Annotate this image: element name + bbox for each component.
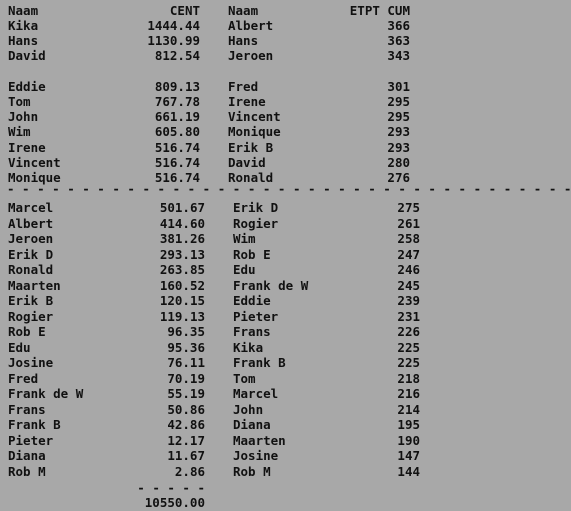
top_right-value: 280 xyxy=(387,154,410,170)
bottom_right-name: John xyxy=(233,401,264,417)
bottom_left-name: Jeroen xyxy=(8,231,54,246)
bottom_left-name: Maarten xyxy=(8,277,61,293)
bottom_right-name: Eddie xyxy=(233,293,271,308)
bottom_right-name: Rob M xyxy=(233,463,271,479)
bottom_right-value: 195 xyxy=(397,417,420,432)
header-left-name: Naam xyxy=(8,3,39,18)
bottom_left-name: Albert xyxy=(8,215,54,231)
bottom_left-name: Erik B xyxy=(8,293,54,308)
bottom_left-value: 76.11 xyxy=(167,355,205,370)
top_left-name: Tom xyxy=(8,94,31,109)
header-left-value: CENT xyxy=(169,3,200,18)
top_right-name: Erik B xyxy=(228,139,274,155)
bottom_right-name: Rogier xyxy=(233,215,279,231)
top_right-name: Jeroen xyxy=(228,48,274,64)
top_right-name: Fred xyxy=(228,78,259,94)
bottom_left-name: Rob M xyxy=(8,463,46,479)
top_right-name xyxy=(228,64,333,79)
top_left-value: 812.54 xyxy=(154,48,200,64)
bottom_right-name: Frans xyxy=(233,324,271,339)
bottom_right-name: Pieter xyxy=(233,308,279,324)
bottom_right-name: Wim xyxy=(233,231,256,246)
bottom_right-name: Frank de W xyxy=(233,277,309,293)
top_left-name: David xyxy=(8,48,46,64)
top_left-value: 809.13 xyxy=(154,78,200,94)
bottom_right-value: 246 xyxy=(397,262,420,277)
top_right-name: Hans xyxy=(228,33,259,49)
bottom_right-value: 147 xyxy=(397,448,420,463)
bottom_right-value: 225 xyxy=(397,355,420,370)
top_left-value: 516.74 xyxy=(154,139,200,155)
bottom_right-name: Erik D xyxy=(233,200,279,215)
bottom_left-name: Fred xyxy=(8,370,39,386)
bottom_right-value: 247 xyxy=(397,246,420,262)
top_right-value: 343 xyxy=(387,48,410,64)
top_right-value: 295 xyxy=(387,109,410,125)
bottom_right-value: 231 xyxy=(397,308,420,324)
bottom_left-name: Erik D xyxy=(8,246,54,262)
bottom_right-value: 216 xyxy=(397,386,420,401)
bottom_right-value: 275 xyxy=(397,200,420,215)
top_right-value: 363 xyxy=(387,33,410,49)
bottom_left-value: 12.17 xyxy=(167,432,205,448)
total-value: 10550.00 xyxy=(144,495,205,510)
bottom_left-value: 160.52 xyxy=(159,277,205,293)
bottom_left-value: 293.13 xyxy=(159,246,205,262)
bottom_right-value: 258 xyxy=(397,231,420,246)
top_right-value: 366 xyxy=(387,18,410,33)
bottom_right-value: 214 xyxy=(397,401,420,417)
top_left-name: Monique xyxy=(8,170,61,185)
bottom_left-name: Pieter xyxy=(8,432,54,448)
bottom_right-value: 226 xyxy=(397,324,420,339)
top_left-name: John xyxy=(8,109,39,125)
bottom_left-name: Frank B xyxy=(8,417,61,432)
bottom_right-name: Marcel xyxy=(233,386,279,401)
bottom_left-name: Ronald xyxy=(8,262,54,277)
bottom_left-value: 414.60 xyxy=(159,215,205,231)
top_left-value: 767.78 xyxy=(154,94,200,109)
bottom_right-name: Diana xyxy=(233,417,271,432)
bottom_right-name: Tom xyxy=(233,370,256,386)
top_left-name: Vincent xyxy=(8,154,61,170)
top_left-name: Kika xyxy=(8,18,39,33)
top_right-name: Irene xyxy=(228,94,266,109)
top_right-name: Vincent xyxy=(228,109,281,125)
bottom_left-name: Frans xyxy=(8,401,46,417)
bottom_left-name: Rogier xyxy=(8,308,54,324)
top_left-name xyxy=(8,64,113,79)
top_left-value: 605.80 xyxy=(154,124,200,140)
header-right-value: ETPT CUM xyxy=(349,3,410,18)
bottom_right-value: 245 xyxy=(397,277,420,293)
top_right-value xyxy=(320,64,410,79)
top_left-name: Irene xyxy=(8,139,46,155)
bottom_left-value: 96.35 xyxy=(167,324,205,339)
bottom_left-value: 501.67 xyxy=(159,200,205,215)
bottom_right-name: Maarten xyxy=(233,432,286,448)
section-separator: - - - - - - - - - - - - - - - - - - - - - - - - - - - - - - - - - - - - - - xyxy=(7,181,571,196)
top_left-value: 1130.99 xyxy=(147,33,200,49)
header-right-name: Naam xyxy=(228,3,259,18)
bottom_left-name: Marcel xyxy=(8,200,54,215)
bottom_left-value: 50.86 xyxy=(167,401,205,417)
bottom_right-name: Edu xyxy=(233,262,256,277)
top_right-name: Albert xyxy=(228,18,274,33)
bottom_left-value: 263.85 xyxy=(159,262,205,277)
top_left-value: 516.74 xyxy=(154,170,200,185)
top_left-name: Eddie xyxy=(8,78,46,94)
top_left-value xyxy=(115,64,200,79)
bottom_left-value: 42.86 xyxy=(167,417,205,432)
bottom_right-value: 218 xyxy=(397,370,420,386)
bottom_left-name: Diana xyxy=(8,448,46,463)
bottom_right-value: 225 xyxy=(397,339,420,355)
total-underline: - - - - - xyxy=(137,480,205,495)
top_left-value: 516.74 xyxy=(154,154,200,170)
bottom_left-value: 381.26 xyxy=(159,231,205,246)
top_right-name: Monique xyxy=(228,124,281,140)
bottom_left-name: Edu xyxy=(8,339,31,355)
bottom_right-name: Josine xyxy=(233,448,279,463)
bottom_right-value: 261 xyxy=(397,215,420,231)
top_right-value: 276 xyxy=(387,170,410,185)
top_left-name: Hans xyxy=(8,33,39,49)
bottom_left-value: 95.36 xyxy=(167,339,205,355)
top_right-name: Ronald xyxy=(228,170,274,185)
bottom_left-name: Rob E xyxy=(8,324,46,339)
bottom_right-value: 144 xyxy=(397,463,420,479)
bottom_left-name: Frank de W xyxy=(8,386,84,401)
top_right-value: 293 xyxy=(387,139,410,155)
bottom_left-value: 119.13 xyxy=(159,308,205,324)
top_left-name: Wim xyxy=(8,124,31,140)
bottom_left-value: 55.19 xyxy=(167,386,205,401)
bottom_left-value: 2.86 xyxy=(174,463,205,479)
bottom_right-name: Kika xyxy=(233,339,264,355)
bottom_left-value: 70.19 xyxy=(167,370,205,386)
top_right-name: David xyxy=(228,154,266,170)
bottom_left-value: 11.67 xyxy=(167,448,205,463)
top_right-value: 301 xyxy=(387,78,410,94)
bottom_left-value: 120.15 xyxy=(159,293,205,308)
top_left-value: 661.19 xyxy=(154,109,200,125)
top_right-value: 295 xyxy=(387,94,410,109)
bottom_right-name: Rob E xyxy=(233,246,271,262)
bottom_right-value: 239 xyxy=(397,293,420,308)
top_left-value: 1444.44 xyxy=(147,18,200,33)
bottom_left-name: Josine xyxy=(8,355,54,370)
bottom_right-name: Frank B xyxy=(233,355,286,370)
top_right-value: 293 xyxy=(387,124,410,140)
bottom_right-value: 190 xyxy=(397,432,420,448)
